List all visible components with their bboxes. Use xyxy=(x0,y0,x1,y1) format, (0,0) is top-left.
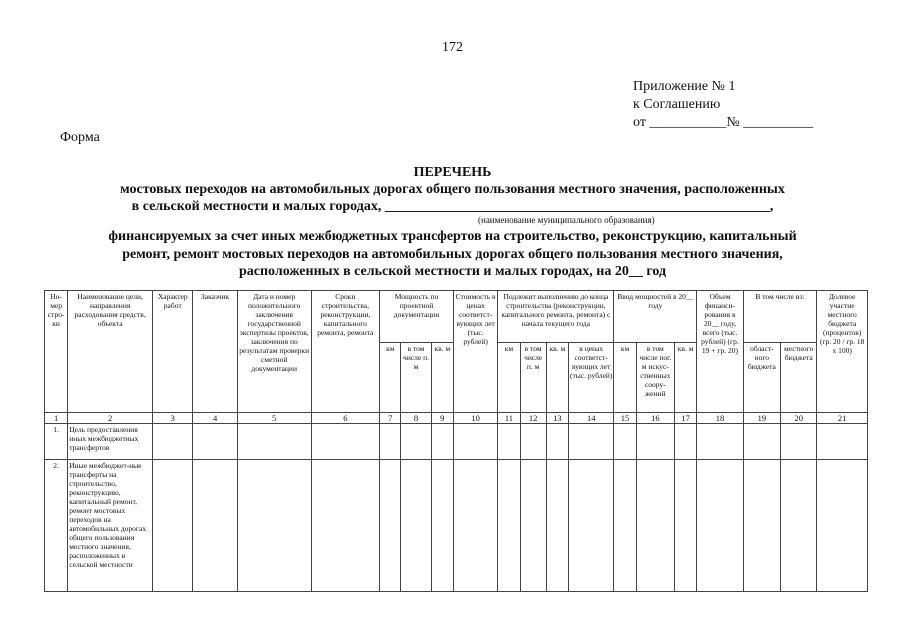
header-km: км xyxy=(614,343,636,413)
col-number: 1 xyxy=(45,413,68,424)
header-regional-budget: област-ного бюджета xyxy=(743,343,780,413)
col-number: 8 xyxy=(401,413,431,424)
col-number: 10 xyxy=(453,413,497,424)
header-terms: Сроки строительства, реконструкции, капитального ремонта, ремонта xyxy=(311,291,380,413)
form-label: Форма xyxy=(60,130,100,145)
col-number: 14 xyxy=(568,413,613,424)
col-number: 5 xyxy=(237,413,311,424)
appendix-block xyxy=(633,78,813,132)
col-number: 17 xyxy=(675,413,697,424)
col-number: 7 xyxy=(380,413,401,424)
col-number: 11 xyxy=(498,413,520,424)
title-line-1: мостовых переходов на автомобильных дорогах общего пользования местного значения, расположенных xyxy=(120,182,785,197)
col-number: 3 xyxy=(153,413,193,424)
header-including: В том числе из: xyxy=(743,291,817,343)
col-number: 12 xyxy=(520,413,546,424)
appendix-line-2: к Соглашению xyxy=(633,97,721,112)
header-row-1 xyxy=(45,291,868,343)
header-design-capacity: Мощность по проектной документации xyxy=(380,291,454,343)
row-number: 2. xyxy=(45,460,68,592)
objects-table xyxy=(44,290,868,592)
header-share: Долевое участие местного бюджета (процентов) (гр. 20 / гр. 18 x 100) xyxy=(817,291,868,413)
header-to-complete: Подлежит выполнению до конца строительства (реконструкции, капитального ремонта, ремонта) с начала текущего года xyxy=(498,291,614,343)
column-numbers-row xyxy=(45,413,868,424)
header-sq-m: кв. м xyxy=(675,343,697,413)
header-cost: Стоимость в ценах соответст-вующих лет (тыс. рублей) xyxy=(453,291,497,413)
header-customer: Заказчик xyxy=(193,291,237,413)
col-number: 20 xyxy=(781,413,817,424)
title-line-2: в сельской местности и малых городах, _______________________________________________________, xyxy=(131,199,774,214)
appendix-line-3: от ___________№ __________ xyxy=(633,115,814,130)
title-line-5: расположенных в сельской местности и малых городах, на 20__ год xyxy=(238,264,667,279)
col-number: 19 xyxy=(743,413,780,424)
col-number: 6 xyxy=(311,413,380,424)
header-incl-art: в том числе пог. м искус-ственных соору-жений xyxy=(636,343,674,413)
header-row-no: Но-мер стро-ки xyxy=(45,291,68,413)
header-funding-volume: Объем финанси-рования в 20__ году, всего (тыс. рублей) (гр. 19 + гр. 20) xyxy=(697,291,743,413)
header-incl-lm: в том числе п. м xyxy=(520,343,546,413)
col-number: 13 xyxy=(546,413,568,424)
header-conclusion: Дата и номер положительного заключения государственной экспертизы проектов, заключения по результатам проверки сметной документации xyxy=(237,291,311,413)
municipality-caption: (наименование муниципального образования) xyxy=(478,215,655,225)
col-number: 9 xyxy=(431,413,453,424)
row-name: Цель предоставления иных межбюджетных трансфертов xyxy=(68,424,153,460)
header-km: км xyxy=(498,343,520,413)
col-number: 16 xyxy=(636,413,674,424)
row-number: 1. xyxy=(45,424,68,460)
col-number: 15 xyxy=(614,413,636,424)
title-line-4: ремонт, ремонт мостовых переходов на автомобильных дорогах общего пользования местного значения, xyxy=(122,247,783,262)
header-incl-lm: в том числе п. м xyxy=(401,343,431,413)
col-number: 4 xyxy=(193,413,237,424)
header-purpose: Наименование цели, направления расходования средств, объекта xyxy=(68,291,153,413)
header-km: км xyxy=(380,343,401,413)
title-main: ПЕРЕЧЕНЬ xyxy=(413,165,492,180)
header-commissioning: Ввод мощностей в 20__ году xyxy=(614,291,697,343)
col-number: 21 xyxy=(817,413,868,424)
title-line-3: финансируемых за счет иных межбюджетных трансфертов на строительство, реконструкцию, капитальный xyxy=(108,229,797,244)
table-row xyxy=(45,460,868,592)
header-prices: в ценах соответст-вующих лет (тыс. рублей) xyxy=(568,343,613,413)
page-number: 172 xyxy=(442,40,463,55)
col-number: 18 xyxy=(697,413,743,424)
table-row xyxy=(45,424,868,460)
header-work-type: Характер работ xyxy=(153,291,193,413)
appendix-line-1: Приложение № 1 xyxy=(633,79,736,94)
col-number: 2 xyxy=(68,413,153,424)
row-name: Иные межбюджет-ные трансферты на строительство, реконструкцию, капитальный ремонт, ремонт мостовых переходов на автомобильных дорогах общего пользования местного значения, расположенных в сельской местности xyxy=(68,460,153,592)
header-sq-m: кв. м xyxy=(431,343,453,413)
header-local-budget: местного бюджета xyxy=(781,343,817,413)
header-sq-m: кв. м xyxy=(546,343,568,413)
